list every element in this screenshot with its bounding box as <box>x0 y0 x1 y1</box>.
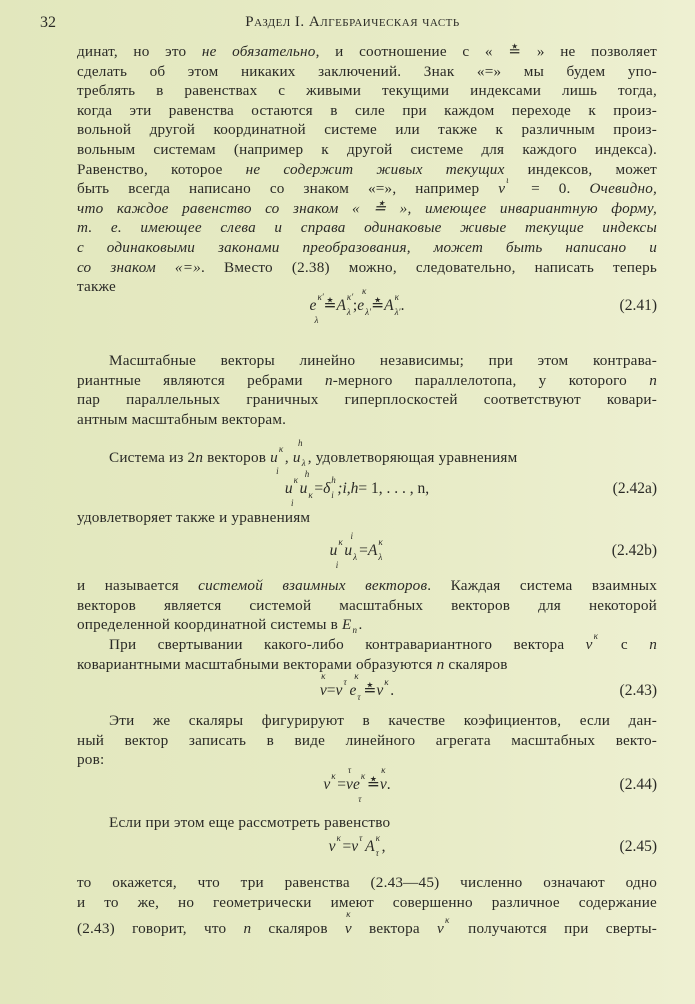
equation-number: (2.41) <box>619 297 657 314</box>
italic-text: не содержит живых текущих <box>245 160 505 178</box>
math-base: v <box>585 636 593 653</box>
equation-2-42b <box>77 531 657 570</box>
text-line <box>77 101 657 121</box>
equation-body <box>77 531 637 570</box>
math-symbol <box>346 765 353 793</box>
text-run: . Каждая система взаимных <box>427 577 657 594</box>
math-symbol <box>359 543 368 559</box>
italic-text: со знаком «=» <box>77 258 201 276</box>
math-overscript: h <box>297 438 303 448</box>
math-base: u <box>329 542 338 559</box>
math-symbol <box>342 616 358 636</box>
math-symbol <box>363 683 376 699</box>
text-run: » не позволяет <box>521 43 658 60</box>
text-line <box>77 81 657 101</box>
math-underscript: τ <box>358 793 362 804</box>
math-symbol <box>299 469 315 500</box>
math-base: v <box>323 776 331 793</box>
math-base: ≛ <box>371 297 385 314</box>
math-symbol <box>498 175 512 198</box>
math-symbol <box>401 298 405 314</box>
math-symbol <box>319 671 327 699</box>
math-overscript: τ <box>347 765 352 775</box>
math-base: ; <box>352 297 358 314</box>
math-base: u <box>344 542 353 559</box>
math-supscript: κ <box>338 537 343 547</box>
text-run: ров: <box>77 751 105 768</box>
math-symbol <box>371 298 384 314</box>
text-line <box>77 655 657 675</box>
math-symbol <box>358 481 429 497</box>
italic-text: т. е. имеющее слева и справа одинаковые живые текущие индексы <box>77 219 657 237</box>
math-symbol <box>329 537 345 570</box>
equation-body <box>77 671 637 706</box>
math-overscript: h <box>304 469 310 479</box>
text-run: вольной другой координатной системе или также к различным произ- <box>77 121 657 139</box>
math-symbol <box>309 292 324 325</box>
text-run: определенной координатной системы в <box>77 616 342 633</box>
math-base: = 1, . . . , n, <box>358 480 430 497</box>
math-base: v <box>498 180 506 198</box>
math-underscript: λ <box>314 314 319 325</box>
equation-body <box>77 469 637 508</box>
text-line <box>77 218 657 238</box>
text-run: -мерного параллелотопа, у которого <box>332 372 650 389</box>
text-line <box>77 576 657 596</box>
text-run: когда эти равенства остаются в силе при каждом переходе к произ- <box>77 101 657 119</box>
math-base: E <box>342 616 352 633</box>
math-base: δ <box>323 480 331 497</box>
equation-body <box>77 765 637 804</box>
italic-text: не обязательно <box>201 43 316 60</box>
text-line <box>77 140 657 160</box>
math-symbol <box>352 771 367 804</box>
text-run: получаются при сверты- <box>450 920 658 937</box>
math-supscript: τ <box>343 677 347 687</box>
text-run: вольным системам (например к другой системе для каждого индекса). <box>77 141 657 158</box>
text-run: . <box>358 616 363 633</box>
math-symbol <box>437 915 451 937</box>
math-overscript: i <box>350 531 354 541</box>
text-line <box>77 238 657 258</box>
italic-text: n <box>436 656 445 673</box>
math-base: e <box>309 297 317 314</box>
running-title: Раздел I. Алгебраическая часть <box>245 14 460 30</box>
text-run: , <box>284 449 293 466</box>
italic-text: n <box>649 636 657 653</box>
math-symbol <box>323 475 337 500</box>
math-symbol <box>384 292 401 317</box>
math-overscript: κ <box>354 671 359 681</box>
text-run: Система из 2 <box>109 449 196 466</box>
text-run: риантные являются ребрами <box>77 372 325 389</box>
math-base: = <box>326 682 336 699</box>
equation-number: (2.42b) <box>611 542 657 559</box>
text-run: Если при этом еще рассмотреть равенство <box>109 814 391 831</box>
math-base: ≛ <box>363 682 377 699</box>
math-base: v <box>319 682 327 699</box>
equation-2-42a <box>77 469 657 508</box>
math-base: . <box>400 297 405 314</box>
text-run: , и соотношение с « <box>315 43 509 60</box>
page-number: 32 <box>40 14 56 31</box>
text-run: Масштабные векторы линейно независимы; при этом контрава- <box>109 352 657 369</box>
text-line <box>77 42 657 62</box>
text-line <box>77 873 657 893</box>
math-symbol <box>585 631 600 653</box>
math-subscript: τ <box>375 847 379 858</box>
math-base: u <box>284 480 293 497</box>
math-base: e <box>357 297 365 314</box>
math-subscript: λ <box>378 551 383 562</box>
text-run: , удовлетворяющая уравнениям <box>307 449 518 466</box>
math-subscript: λ <box>353 551 358 562</box>
math-subscript: i <box>331 489 334 500</box>
math-supscript: κ′ <box>317 292 324 302</box>
math-supscript: κ <box>336 833 341 843</box>
text-line <box>77 351 657 371</box>
text-run: . Вместо (2.38) можно, следовательно, написать теперь <box>200 258 657 276</box>
italic-text: что каждое равенство со знаком « ≛ », имеющее инвариантную форму, <box>77 199 657 217</box>
math-base: , <box>346 480 351 497</box>
text-run: = 0. <box>512 180 590 198</box>
text-line <box>77 508 657 528</box>
math-base: e <box>352 776 360 793</box>
text-line <box>77 410 657 430</box>
text-line <box>77 371 657 391</box>
math-base: v <box>376 682 384 699</box>
equation-number: (2.45) <box>619 838 657 855</box>
math-symbol <box>284 475 300 508</box>
math-supscript: κ′ <box>346 292 354 302</box>
math-symbol <box>357 286 371 317</box>
text-line <box>77 438 657 477</box>
math-supscript: κ <box>378 537 383 547</box>
text-run: и то же, но геометрически имеют совершенно различное содержание <box>77 894 657 911</box>
math-symbol <box>323 771 337 793</box>
math-symbol <box>292 438 308 469</box>
text-line <box>77 631 657 655</box>
equation-number: (2.43) <box>619 682 657 699</box>
text-run: (2.43) говорит, что <box>77 920 244 937</box>
text-run: и называется <box>77 577 199 594</box>
text-run: быть всегда написано со знаком «=», например <box>77 180 499 198</box>
math-symbol <box>342 839 351 855</box>
text-line <box>77 596 657 616</box>
math-subscript: λ′ <box>394 306 401 317</box>
math-base: i <box>342 480 347 497</box>
text-run: треблять в равенствах с живыми текущими индексами лишь тогда, <box>77 82 657 100</box>
text-run: ный вектор записать в виде линейного агрегата масштабных векто- <box>77 732 657 749</box>
math-symbol <box>379 765 387 793</box>
math-symbol <box>367 537 384 562</box>
math-overscript: κ <box>346 909 351 919</box>
math-base: v <box>379 776 387 793</box>
text-run: динат, но это <box>77 43 202 60</box>
math-supscript: τ <box>359 833 363 843</box>
math-supscript: κ <box>360 771 366 781</box>
math-base: A <box>336 297 346 314</box>
math-base: ≛ <box>323 297 337 314</box>
text-line <box>77 62 657 82</box>
math-base: , <box>381 838 386 855</box>
equation-body <box>77 832 637 862</box>
math-base: = <box>314 480 324 497</box>
math-base: . <box>390 682 395 699</box>
text-run: скаляров <box>444 656 508 673</box>
math-supscript: κ <box>331 771 336 781</box>
text-run: пар параллельных граничных гиперплоскостей соответствуют ковари- <box>77 391 657 408</box>
math-base: ; <box>337 480 343 497</box>
math-underscript: i <box>290 497 294 508</box>
text-run: ≛ <box>508 43 522 60</box>
math-symbol <box>390 683 394 699</box>
text-line <box>77 175 658 199</box>
italic-text: n <box>324 372 333 389</box>
text-run: также <box>77 278 116 296</box>
math-symbol <box>323 298 336 314</box>
math-base: u <box>292 449 301 466</box>
math-supscript: κ <box>278 444 284 454</box>
math-base: ≛ <box>366 776 380 793</box>
italic-text: n <box>195 449 204 466</box>
text-line <box>77 750 657 770</box>
math-subscript: λ′ <box>365 306 371 317</box>
math-symbol <box>335 677 350 699</box>
math-symbol <box>365 833 381 858</box>
math-supscript: κ <box>394 292 399 302</box>
math-base: A <box>365 838 375 855</box>
math-supscript: κ <box>444 915 450 925</box>
math-symbol <box>344 531 359 562</box>
text-run: удовлетворяет также и уравнениям <box>77 509 311 526</box>
text-line <box>77 711 657 731</box>
text-run: то окажется, что три равенства (2.43—45) численно означают одно <box>77 874 657 891</box>
math-supscript: κ <box>593 631 599 641</box>
text-line <box>77 390 657 410</box>
text-line <box>77 120 657 140</box>
text-run: векторов является системой масштабных векторов для некоторой <box>77 597 657 614</box>
equation-number: (2.42a) <box>612 480 657 497</box>
math-symbol <box>344 909 352 937</box>
math-symbol <box>270 444 285 477</box>
math-symbol <box>328 833 343 855</box>
math-base: v <box>328 838 336 855</box>
math-symbol <box>327 683 336 699</box>
math-subscript: κ <box>308 489 313 500</box>
text-run: индексов, может <box>504 160 657 178</box>
math-supscript: h <box>331 475 336 485</box>
text-line <box>77 909 658 939</box>
math-symbol <box>387 777 391 793</box>
math-base: h <box>350 480 359 497</box>
text-run: вектора <box>351 920 438 937</box>
math-subscript: n <box>352 625 358 636</box>
math-supscript: κ <box>384 677 389 687</box>
math-overscript: κ <box>361 286 367 296</box>
math-base: v <box>335 682 343 699</box>
math-base: v <box>437 920 444 937</box>
equation-2-45 <box>77 832 657 862</box>
math-symbol <box>367 777 380 793</box>
equation-2-43 <box>77 671 657 706</box>
math-base: = <box>342 838 352 855</box>
math-base: v <box>344 920 352 937</box>
math-underscript: i <box>276 466 279 477</box>
math-overscript: κ <box>321 671 326 681</box>
math-base: v <box>346 776 353 793</box>
math-subscript: τ <box>357 691 361 702</box>
text-run: ковариантными масштабными векторами образуются <box>77 656 437 673</box>
italic-text: Очевидно, <box>589 180 658 198</box>
math-supscript: κ <box>293 475 298 485</box>
math-supscript: ι <box>506 175 509 186</box>
math-base: . <box>386 776 391 793</box>
italic-text: системой взаимных векторов <box>198 577 428 594</box>
text-run: Эти же скаляры фигурируют в качестве коэфициентов, если дан- <box>109 712 657 729</box>
math-base: A <box>384 297 394 314</box>
text-line <box>77 160 657 180</box>
math-symbol <box>382 839 386 855</box>
text-line <box>77 893 657 913</box>
text-run: При свертывании какого-либо контравариантного вектора <box>109 636 586 653</box>
math-symbol <box>376 677 390 699</box>
math-supscript: κ <box>375 833 380 843</box>
text-run: антным масштабным векторам. <box>77 411 287 428</box>
text-run: с <box>599 636 650 653</box>
math-symbol <box>337 777 346 793</box>
text-line <box>77 199 657 219</box>
math-base: u <box>270 449 278 466</box>
math-base: e <box>349 682 357 699</box>
text-run: сделать об этом никаких заключений. Знак «=» мы будем упо- <box>77 62 657 80</box>
italic-text: n <box>649 372 657 389</box>
text-line <box>77 258 657 278</box>
text-line <box>77 731 657 751</box>
text-line <box>77 813 657 833</box>
text-line <box>77 615 657 635</box>
italic-text: n <box>243 920 252 937</box>
text-run: Равенство, которое <box>77 160 246 178</box>
math-underscript: i <box>335 559 339 570</box>
math-base: = <box>359 542 368 559</box>
equation-number: (2.44) <box>619 776 657 793</box>
math-symbol <box>351 833 365 855</box>
math-overscript: κ <box>381 765 386 775</box>
equation-2-44 <box>77 765 657 804</box>
math-base: = <box>337 776 347 793</box>
math-symbol <box>349 671 363 702</box>
math-symbol <box>351 481 359 497</box>
math-symbol <box>314 481 323 497</box>
math-base: u <box>299 480 308 497</box>
text-run: скаляров <box>251 920 345 937</box>
text-run: векторов <box>203 449 271 466</box>
math-subscript: λ <box>301 458 306 469</box>
math-subscript: λ <box>346 306 351 317</box>
math-symbol <box>336 292 354 317</box>
italic-text: с одинаковыми законами преобразования, может быть написано и <box>77 239 657 256</box>
math-base: v <box>351 838 359 855</box>
math-base: A <box>367 542 378 559</box>
